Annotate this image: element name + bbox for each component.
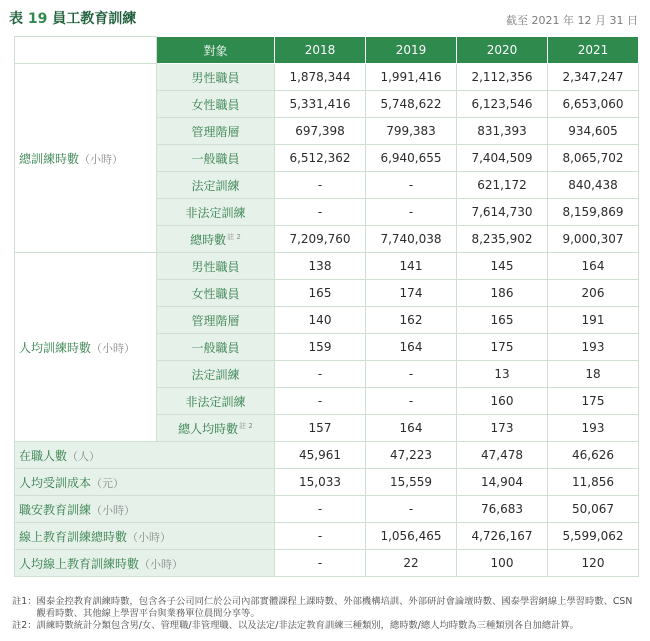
table-cell: 15,559: [366, 469, 457, 496]
section-unit: （小時）: [91, 341, 136, 355]
table-cell: 6,653,060: [548, 91, 639, 118]
section-label-total-hours: [15, 64, 157, 253]
header-year: 2020: [457, 37, 548, 64]
row-label-wide: [15, 442, 275, 469]
table-cell: 8,235,902: [457, 226, 548, 253]
row-label-wide: [15, 550, 275, 577]
table-cell: -: [275, 199, 366, 226]
table-title: [9, 8, 136, 28]
section-unit: （小時）: [79, 152, 124, 166]
row-label: 法定訓練: [157, 172, 275, 199]
table-cell: 6,940,655: [366, 145, 457, 172]
table-cell: 160: [457, 388, 548, 415]
table-cell: -: [275, 388, 366, 415]
table-cell: 22: [366, 550, 457, 577]
table-cell: 191: [548, 307, 639, 334]
row-unit: （小時）: [139, 557, 184, 571]
table-row: [15, 550, 639, 577]
table-cell: 186: [457, 280, 548, 307]
table-cell: 193: [548, 334, 639, 361]
table-cell: 7,740,038: [366, 226, 457, 253]
row-label: 法定訓練: [157, 361, 275, 388]
row-label: 管理階層: [157, 118, 275, 145]
header-blank-cell: [15, 37, 157, 64]
table-cell: -: [275, 550, 366, 577]
table-cell: 14,904: [457, 469, 548, 496]
section-label: 總訓練時數: [19, 151, 80, 166]
table-title-prefix: 表: [9, 11, 23, 27]
table-cell: 46,626: [548, 442, 639, 469]
table-cell: 840,438: [548, 172, 639, 199]
row-label: 非法定訓練: [157, 388, 275, 415]
row-label: 管理階層: [157, 307, 275, 334]
table-cell: -: [275, 361, 366, 388]
table-cell: 165: [457, 307, 548, 334]
table-cell: 165: [275, 280, 366, 307]
table-cell: 6,123,546: [457, 91, 548, 118]
footnote: [12, 596, 640, 620]
table-cell: 1,991,416: [366, 64, 457, 91]
table-row: [15, 253, 639, 280]
table-row: [15, 64, 639, 91]
header-category: 對象: [157, 37, 275, 64]
footnote-label: 註1：: [12, 596, 37, 607]
table-cell: 934,605: [548, 118, 639, 145]
row-label: 線上教育訓練總時數: [19, 529, 128, 544]
header-row: [15, 37, 639, 64]
table-cell: 4,726,167: [457, 523, 548, 550]
row-label: 人均線上教育訓練時數: [19, 556, 140, 571]
table-cell: 145: [457, 253, 548, 280]
row-unit: （元）: [91, 476, 125, 490]
row-unit: （小時）: [91, 503, 136, 517]
footnotes: [12, 596, 640, 632]
table-cell: 621,172: [457, 172, 548, 199]
table-title-number: 19: [27, 11, 48, 27]
table-cell: 5,599,062: [548, 523, 639, 550]
table-cell: 76,683: [457, 496, 548, 523]
row-label-with-note: [157, 415, 275, 442]
table-cell: -: [366, 199, 457, 226]
table-cell: 47,478: [457, 442, 548, 469]
header-year: 2018: [275, 37, 366, 64]
row-label-wide: [15, 496, 275, 523]
table-row: [15, 496, 639, 523]
row-label: 非法定訓練: [157, 199, 275, 226]
table-cell: 6,512,362: [275, 145, 366, 172]
row-label: 在職人數: [19, 448, 68, 463]
table-cell: -: [366, 172, 457, 199]
table-cell: 164: [366, 334, 457, 361]
row-label: 女性職員: [157, 280, 275, 307]
footnote-text: 國泰金控教育訓練時數，包含各子公司同仁於公司內部實體課程上課時數、外部機構培訓、外部研討會論壇時數、國泰學習網線上學習時數、CSN觀看時數、其他線上學習平台與業務單位晨間分享等。: [36, 596, 633, 619]
table-cell: 8,065,702: [548, 145, 639, 172]
table-cell: 120: [548, 550, 639, 577]
table-cell: 7,614,730: [457, 199, 548, 226]
row-label: 總人均時數: [178, 421, 239, 436]
table-cell: 50,067: [548, 496, 639, 523]
table-row: [15, 442, 639, 469]
as-of-date: 截至 2021 年 12 月 31 日: [506, 14, 638, 27]
table-cell: 193: [548, 415, 639, 442]
table-cell: 2,112,356: [457, 64, 548, 91]
table-cell: 8,159,869: [548, 199, 639, 226]
table-cell: -: [275, 523, 366, 550]
row-label-wide: [15, 523, 275, 550]
training-table: [14, 36, 639, 577]
table-cell: 174: [366, 280, 457, 307]
header-year: 2019: [366, 37, 457, 64]
table-cell: 799,383: [366, 118, 457, 145]
table-cell: 175: [457, 334, 548, 361]
table-cell: 9,000,307: [548, 226, 639, 253]
table-cell: 1,878,344: [275, 64, 366, 91]
table-cell: 164: [548, 253, 639, 280]
table-cell: 100: [457, 550, 548, 577]
table-cell: -: [366, 361, 457, 388]
table-cell: 45,961: [275, 442, 366, 469]
table-cell: 140: [275, 307, 366, 334]
table-cell: -: [366, 388, 457, 415]
row-unit: （人）: [67, 449, 101, 463]
footnote-text: 訓練時數統計分類包含男/女、管理職/非管理職、以及法定/非法定教育訓練三種類別，總時數/總人均時數為三種類別各自加總計算。: [36, 620, 579, 631]
row-label: 一般職員: [157, 334, 275, 361]
table-cell: -: [275, 172, 366, 199]
table-cell: 141: [366, 253, 457, 280]
table-cell: 173: [457, 415, 548, 442]
table-cell: 157: [275, 415, 366, 442]
table-cell: 175: [548, 388, 639, 415]
row-label-wide: [15, 469, 275, 496]
table-cell: 5,748,622: [366, 91, 457, 118]
row-label: 一般職員: [157, 145, 275, 172]
row-unit: （小時）: [127, 530, 172, 544]
table-cell: 47,223: [366, 442, 457, 469]
table-cell: 18: [548, 361, 639, 388]
table-cell: 1,056,465: [366, 523, 457, 550]
table-cell: 138: [275, 253, 366, 280]
row-label: 男性職員: [157, 253, 275, 280]
row-label: 職安教育訓練: [19, 502, 92, 517]
table-title-text: 員工教育訓練: [52, 11, 137, 27]
table-cell: 159: [275, 334, 366, 361]
table-row: [15, 523, 639, 550]
section-label-average-hours: [15, 253, 157, 442]
table-cell: 206: [548, 280, 639, 307]
table-cell: 697,398: [275, 118, 366, 145]
table-cell: 15,033: [275, 469, 366, 496]
table-cell: 164: [366, 415, 457, 442]
table-cell: 7,209,760: [275, 226, 366, 253]
table-row: [15, 469, 639, 496]
footnote-ref: 註 2: [227, 232, 241, 241]
table-cell: 7,404,509: [457, 145, 548, 172]
table-cell: 5,331,416: [275, 91, 366, 118]
table-cell: 162: [366, 307, 457, 334]
footnote-ref: 註 2: [239, 421, 253, 430]
section-label: 人均訓練時數: [19, 340, 92, 355]
table-cell: 13: [457, 361, 548, 388]
row-label: 人均受訓成本: [19, 475, 92, 490]
table-cell: 2,347,247: [548, 64, 639, 91]
row-label: 男性職員: [157, 64, 275, 91]
table-cell: -: [275, 496, 366, 523]
footnote-label: 註2：: [12, 620, 37, 631]
header-year: 2021: [548, 37, 639, 64]
table-cell: 11,856: [548, 469, 639, 496]
row-label-with-note: [157, 226, 275, 253]
table-cell: -: [366, 496, 457, 523]
footnote: [12, 620, 640, 632]
table-cell: 831,393: [457, 118, 548, 145]
row-label: 女性職員: [157, 91, 275, 118]
row-label: 總時數: [190, 232, 227, 247]
